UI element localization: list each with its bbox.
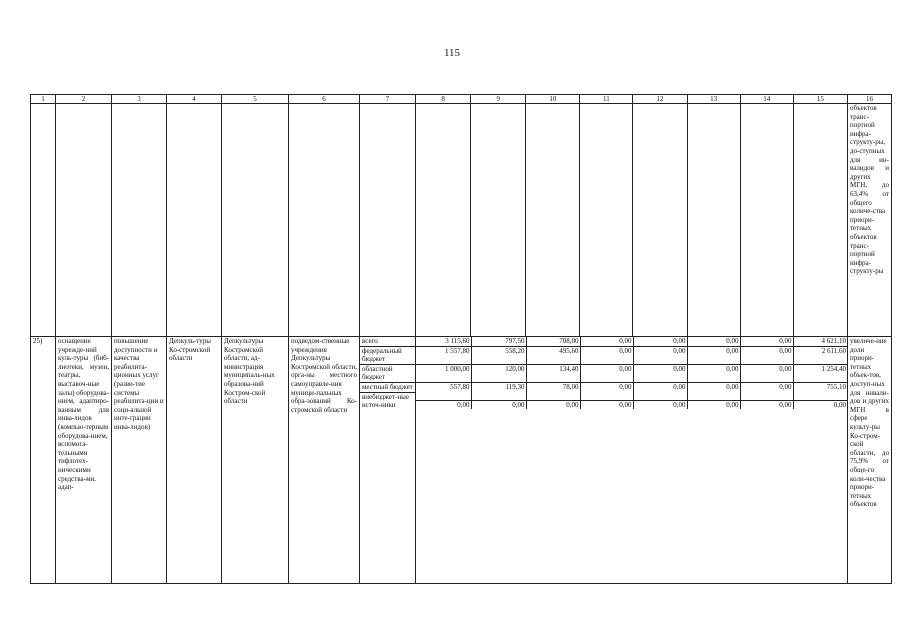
value-cell: 797,50 — [471, 337, 526, 346]
target-indicator-cell: объектов транс-портной инфра-структу-ры, до-ступных для ин-валидов и других МГН, до 63,4% от общего количе-ства приори-тетных объектов транс-портной инфра-структу-ры — [848, 104, 892, 337]
funding-row — [416, 382, 847, 400]
value-cell: 755,10 — [793, 382, 847, 400]
empty-cell — [56, 104, 112, 337]
value-cell: 2 611,60 — [793, 346, 847, 364]
value-cell: 0,00 — [740, 337, 793, 346]
value-cell: 0,00 — [687, 400, 740, 409]
funding-source: внебюджет-ные источ-ники — [362, 392, 409, 410]
value-cell: 119,30 — [471, 382, 526, 400]
empty-cell — [289, 104, 360, 337]
value-cell: 0,00 — [687, 364, 740, 382]
value-cell: 558,20 — [471, 346, 526, 364]
participant-cell: подведом-ственные учреждения Депкультуры Костромской области, орга-ны местного самоуправле-ния муници-пальных обра-зований Ко-стромской области — [289, 337, 360, 584]
value-cell: 0,00 — [633, 346, 687, 364]
empty-cell — [740, 104, 793, 337]
value-cell: 0,00 — [633, 337, 687, 346]
value-cell: 134,40 — [526, 364, 580, 382]
value-cell: 0,00 — [833, 400, 846, 409]
empty-cell — [360, 104, 416, 337]
value-cell: 0,00 — [526, 400, 580, 409]
empty-cell — [687, 104, 740, 337]
program-table — [30, 94, 892, 584]
col-header: 14 — [740, 95, 793, 104]
col-header: 7 — [360, 95, 416, 104]
empty-cell — [31, 104, 56, 337]
col-header: 15 — [793, 95, 847, 104]
value-cell: 78,00 — [526, 382, 580, 400]
task-cell: повышение доступности и качества реабилита-ционных услуг (разви-тие системы реабилита-ции и соци-альной инте-грации инва-лидов) — [112, 337, 167, 584]
empty-cell — [580, 104, 633, 337]
column-number-row — [31, 95, 892, 104]
value-cell: 0,00 — [580, 346, 633, 364]
funding-values-cell — [416, 337, 848, 584]
col-header: 6 — [289, 95, 360, 104]
value-cell: 120,00 — [471, 364, 526, 382]
col-header: 12 — [633, 95, 687, 104]
target-indicator-cell: увеличе-ние доли приори-тетных объек-тов, доступ-ных для инвали-дов и других МГН в сфере культу-ры Ко-стром-ской области, до 75,9% от обще-го коли-чества приори-тетных объектов — [848, 337, 892, 584]
row-number: 25) — [31, 337, 56, 584]
value-cell: 0,00 — [687, 382, 740, 400]
value-cell: 0,00 — [580, 382, 633, 400]
col-header: 11 — [580, 95, 633, 104]
value-cell: 0,00 — [740, 400, 793, 409]
funding-source: областной бюджет — [360, 365, 415, 383]
col-header: 1 — [31, 95, 56, 104]
value-cell: 0,00 — [633, 382, 687, 400]
col-header: 10 — [526, 95, 580, 104]
table-row-25 — [31, 337, 892, 584]
col-header: 9 — [471, 95, 526, 104]
empty-cell — [416, 104, 471, 337]
value-cell: 495,60 — [526, 346, 580, 364]
funding-row — [416, 364, 847, 382]
value-cell: 0,00 — [740, 382, 793, 400]
col-header: 16 — [848, 95, 892, 104]
value-cell: 1 000,00 — [416, 364, 471, 382]
value-cell: 4 621,10 — [793, 337, 847, 346]
empty-cell — [222, 104, 289, 337]
value-cell: 0,00 — [740, 364, 793, 382]
responsible-cell: Депкуль-туры Ко-стромской области — [167, 337, 222, 584]
funding-row — [416, 346, 847, 364]
funding-source: всего — [360, 337, 415, 347]
empty-cell — [167, 104, 222, 337]
col-header: 4 — [167, 95, 222, 104]
value-cell: 0,00 — [633, 400, 687, 409]
value-cell: 0,00 — [740, 346, 793, 364]
col-header: 5 — [222, 95, 289, 104]
value-cell: 708,00 — [526, 337, 580, 346]
executor-cell: Депкультуры Костромской области, ад-министрация муниципаль-ных образова-ний Костром-ской области — [222, 337, 289, 584]
value-cell: 3 115,60 — [416, 337, 471, 346]
funding-row — [416, 400, 847, 409]
funding-row — [416, 337, 847, 346]
value-cell: 0,00 — [580, 364, 633, 382]
value-cell: 0,00 — [687, 346, 740, 364]
empty-cell — [112, 104, 167, 337]
value-cell: 0,00 — [687, 337, 740, 346]
funding-source: федеральный бюджет — [360, 347, 415, 365]
col-header: 8 — [416, 95, 471, 104]
table-row-continuation — [31, 104, 892, 337]
col-header: 3 — [112, 95, 167, 104]
value-cell: 1 557,80 — [416, 346, 471, 364]
value-cell: 557,80 — [416, 382, 471, 400]
activity-cell: оснащение учрежде-ний куль-туры (биб-лиотеки, музеи, театры, выставоч-ные залы) оборудова-нием, адаптиро-ванным для инва-лидов (компью-терным оборудова-нием, вспомога-тельными тифлотех-ническими средства-ми, адап- — [56, 337, 112, 584]
funding-source-cell — [360, 337, 416, 584]
value-cell: 0,00 — [580, 337, 633, 346]
empty-cell — [471, 104, 526, 337]
col-header: 13 — [687, 95, 740, 104]
value-cell: 1 254,40 — [793, 364, 847, 382]
value-cell: 0,00 — [471, 400, 526, 409]
empty-cell — [793, 104, 847, 337]
value-cell: 0,00 — [416, 400, 471, 409]
empty-cell — [633, 104, 687, 337]
page-number: 115 — [443, 47, 461, 59]
empty-cell — [526, 104, 580, 337]
value-cell: 0,00 — [580, 400, 633, 409]
value-cell: 0,00 — [633, 364, 687, 382]
col-header: 2 — [56, 95, 112, 104]
funding-source: местный бюджет — [360, 383, 415, 393]
funding-values-table — [416, 337, 847, 409]
